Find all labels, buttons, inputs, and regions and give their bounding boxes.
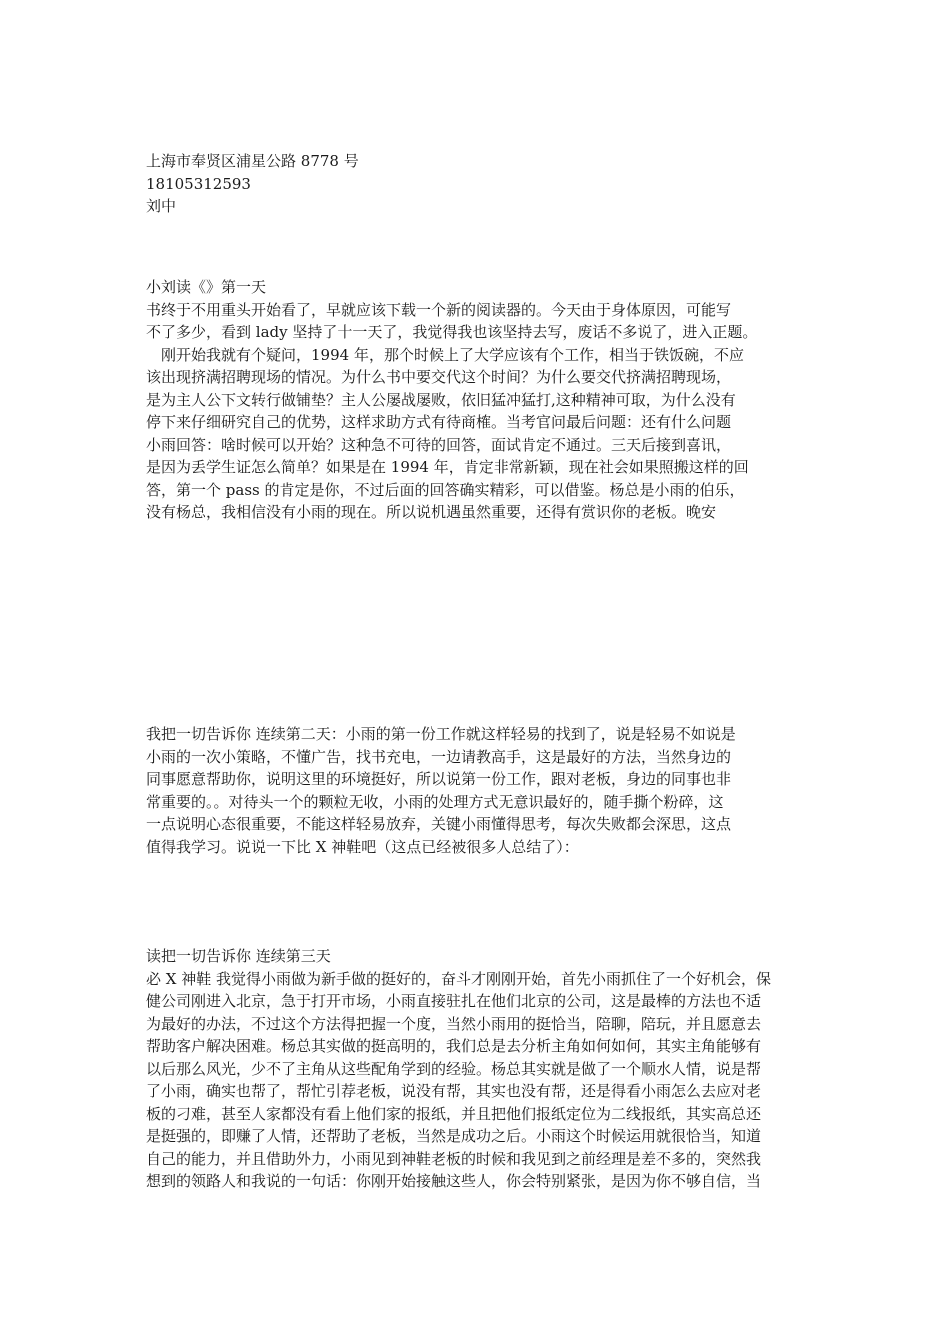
paragraph-line: 没有杨总，我相信没有小雨的现在。所以说机遇虽然重要，还得有赏识你的老板。晚安 [146, 503, 717, 521]
paragraph-line: 健公司刚进入北京，急于打开市场，小雨直接驻扎在他们北京的公司，这是最棒的方法也不适 [146, 992, 762, 1010]
section-day-three [146, 945, 816, 1193]
paragraph-line: 书终于不用重头开始看了，早就应该下载一个新的阅读器的。今天由于身体原因，可能写 [146, 300, 732, 319]
phone-number: 18105312593 [146, 174, 251, 193]
section-day-one [146, 276, 816, 524]
paragraph-line: 自己的能力，并且借助外力，小雨见到神鞋老板的时候和我见到之前经理是差不多的，突然我 [146, 1149, 762, 1168]
author-name: 刘中 [146, 197, 177, 215]
address-block [146, 150, 816, 218]
paragraph-line: 刚开始我就有个疑问，1994 年，那个时候上了大学应该有个工作，相当于铁饭碗，不应 [146, 345, 744, 364]
paragraph-line: 常重要的。。对待头一个的颗粒无收，小雨的处理方式无意识最好的，随手撕个粉碎，这 [146, 792, 724, 811]
paragraph-line: 帮助客户解决困难。杨总其实做的挺高明的，我们总是去分析主角如何如何，其实主角能够有 [146, 1037, 762, 1055]
paragraph-line: 答，第一个 pass 的肯定是你，不过后面的回答确实精彩，可以借鉴。杨总是小雨的伯乐， [146, 480, 745, 499]
paragraph-line: 值得我学习。说说一下比 X 神鞋吧（这点已经被很多人总结了）： [146, 837, 579, 856]
paragraph-line: 了小雨，确实也帮了，帮忙引荐老板，说没有帮，其实也没有帮，还是得看小雨怎么去应对老 [146, 1082, 762, 1100]
section-day-two [146, 723, 816, 858]
paragraph-line: 同事愿意帮助你，说明这里的环境挺好，所以说第一份工作，跟对老板，身边的同事也非 [146, 770, 732, 788]
address-line: 上海市奉贤区浦星公路 8778 号 [146, 152, 359, 170]
paragraph-line: 必 X 神鞋 我觉得小雨做为新手做的挺好的，奋斗才刚刚开始，首先小雨抓住了一个好机会，保 [146, 969, 771, 988]
paragraph-line: 该出现挤满招聘现场的情况。为什么书中要交代这个时间？为什么要交代挤满招聘现场， [146, 368, 732, 386]
section-title: 读把一切告诉你 连续第三天 [146, 947, 331, 965]
paragraph-line: 板的刁难，甚至人家都没有看上他们家的报纸，并且把他们报纸定位为二线报纸，其实高总还 [146, 1104, 762, 1123]
paragraph-line: 是因为丢学生证怎么简单？如果是在 1994 年，肯定非常新颖，现在社会如果照搬这样的回 [146, 458, 749, 476]
paragraph-line: 是挺强的，即赚了人情，还帮助了老板，当然是成功之后。小雨这个时候运用就很恰当，知道 [146, 1127, 762, 1145]
paragraph-line: 小雨的一次小策略，不懂广告，找书充电，一边请教高手，这是最好的方法，当然身边的 [146, 747, 732, 766]
paragraph-line: 为最好的办法，不过这个方法得把握一个度，当然小雨用的挺恰当，陪聊，陪玩，并且愿意去 [146, 1014, 762, 1033]
paragraph-line: 一点说明心态很重要，不能这样轻易放弃，关键小雨懂得思考，每次失败都会深思，这点 [146, 815, 732, 833]
paragraph-line: 是为主人公下文转行做铺垫？主人公屡战屡败，依旧猛冲猛打,这种精神可取，为什么没有 [146, 390, 736, 409]
paragraph-line: 不了多少，看到 lady 坚持了十一天了，我觉得我也该坚持去写，废话不多说了，进入正题。 [146, 323, 758, 341]
paragraph-line: 以后那么风光，少不了主角从这些配角学到的经验。杨总其实就是做了一个顺水人情，说是帮 [146, 1059, 762, 1078]
paragraph-line: 想到的领路人和我说的一句话：你刚开始接触这些人，你会特别紧张，是因为你不够自信，当 [146, 1172, 762, 1190]
paragraph-line: 小雨回答：啥时候可以开始？这种急不可待的回答，面试肯定不通过。三天后接到喜讯， [146, 435, 732, 454]
paragraph-line: 停下来仔细研究自己的优势，这样求助方式有待商榷。当考官问最后问题：还有什么问题 [146, 413, 732, 431]
paragraph-line: 我把一切告诉你 连续第二天：小雨的第一份工作就这样轻易的找到了，说是轻易不如说是 [146, 725, 736, 743]
section-title: 小刘读《》第一天 [146, 278, 267, 296]
